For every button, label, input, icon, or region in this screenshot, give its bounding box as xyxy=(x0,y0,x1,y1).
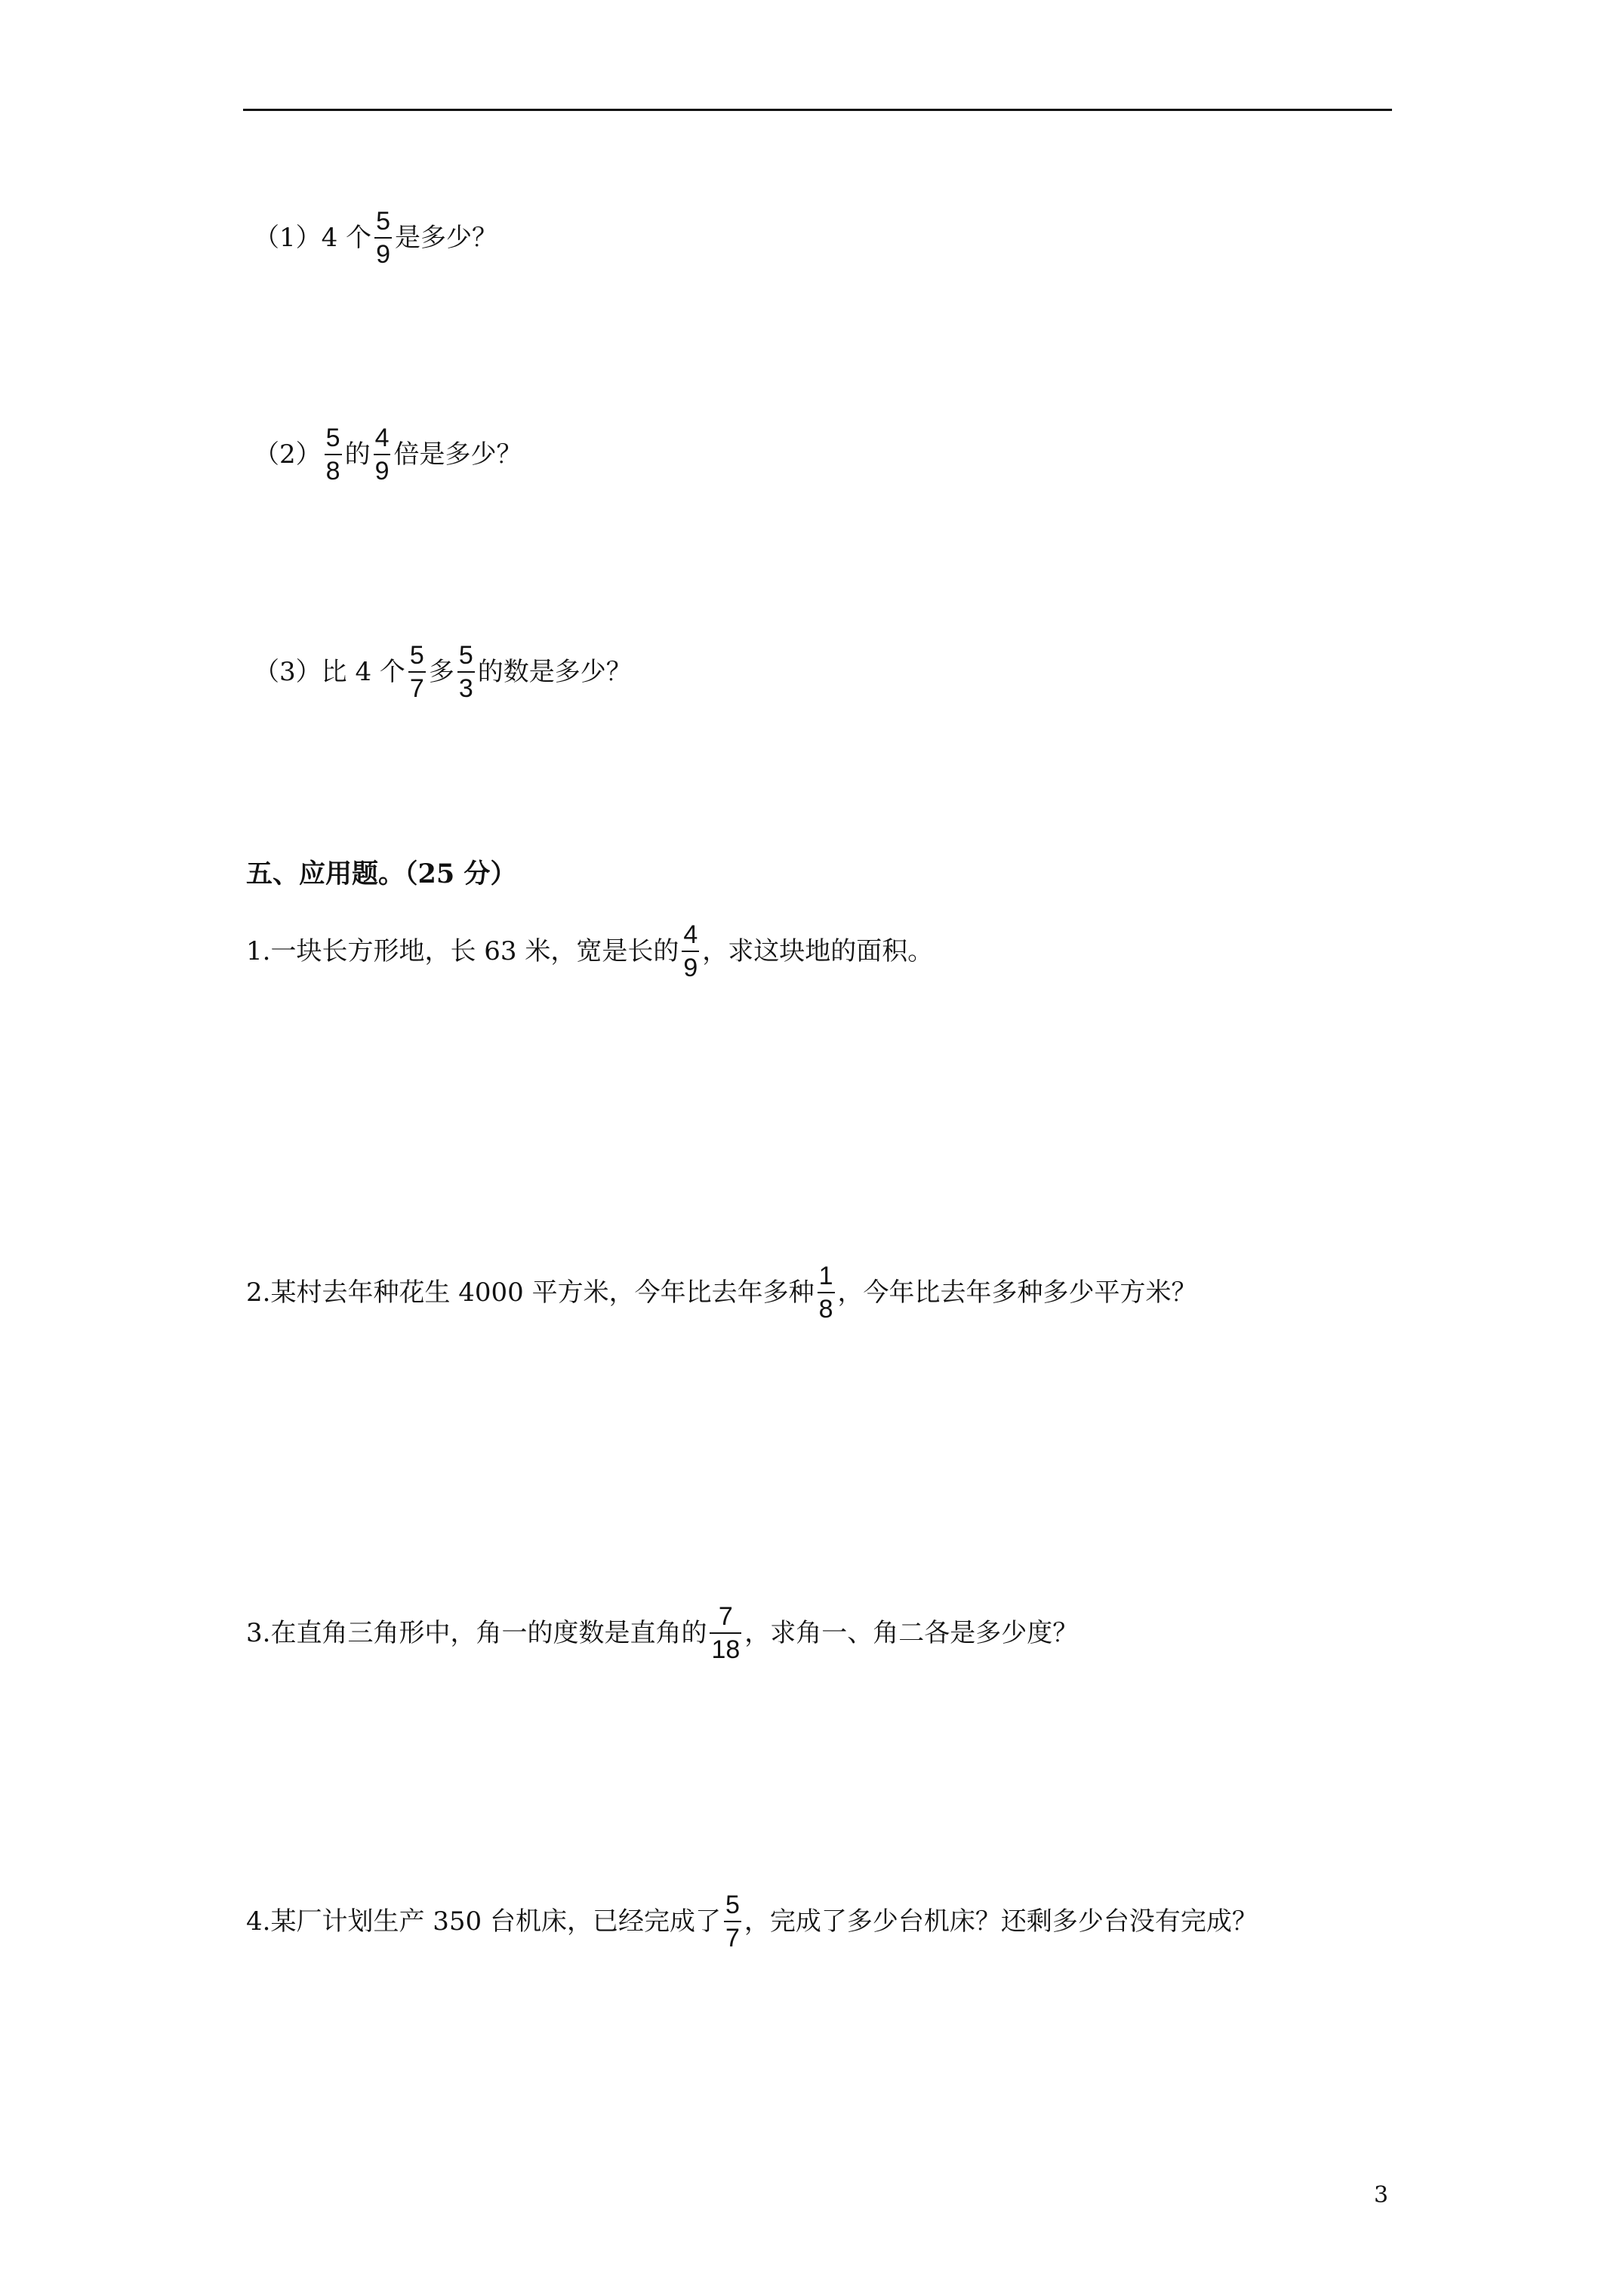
fraction-5-9 xyxy=(374,208,392,267)
application-3-prefix: 3.在直角三角形中，角一的度数是直角的 xyxy=(246,1618,707,1648)
fraction-5-7 xyxy=(724,1892,741,1951)
question-1-prefix: （1）4 个 xyxy=(254,223,372,253)
question-2 xyxy=(254,409,522,500)
question-3 xyxy=(254,627,632,717)
fraction-denominator: 7 xyxy=(725,1924,740,1952)
question-3-suffix: 的数是多少？ xyxy=(477,657,632,687)
fraction-denominator: 9 xyxy=(376,240,390,269)
fraction-1-8 xyxy=(818,1263,835,1322)
page-number: 3 xyxy=(1374,2182,1389,2208)
header-rule xyxy=(243,109,1392,111)
fraction-denominator: 9 xyxy=(374,457,390,485)
fraction-numerator: 5 xyxy=(376,207,390,236)
fraction-numerator: 5 xyxy=(458,641,473,670)
fraction-numerator: 4 xyxy=(683,920,698,949)
application-3 xyxy=(246,1588,1078,1678)
fraction-4-9 xyxy=(374,425,391,484)
application-4-prefix: 4.某厂计划生产 350 台机床，已经完成了 xyxy=(246,1906,721,1937)
application-1-suffix: ，求这块地的面积。 xyxy=(702,936,934,966)
fraction-numerator: 5 xyxy=(409,641,424,670)
application-1-prefix: 1.一块长方形地，长 63 米，宽是长的 xyxy=(246,936,679,966)
fraction-numerator: 1 xyxy=(818,1262,833,1290)
fraction-5-3 xyxy=(457,643,475,701)
section-title: 五、应用题。（25 分） xyxy=(246,858,517,889)
question-2-middle: 的 xyxy=(344,439,371,470)
application-4 xyxy=(246,1876,1258,1967)
fraction-numerator: 4 xyxy=(374,424,390,452)
fraction-denominator: 3 xyxy=(458,674,473,703)
fraction-denominator: 7 xyxy=(409,674,424,703)
application-4-suffix: ，完成了多少台机床？还剩多少台没有完成？ xyxy=(744,1906,1258,1937)
fraction-denominator: 8 xyxy=(325,457,340,485)
question-1-suffix: 是多少？ xyxy=(395,223,497,253)
application-2-prefix: 2.某村去年种花生 4000 平方米，今年比去年多种 xyxy=(246,1277,815,1308)
question-3-middle: 多 xyxy=(428,657,454,687)
fraction-denominator: 18 xyxy=(711,1635,741,1664)
question-1 xyxy=(254,193,497,283)
question-2-suffix: 倍是多少？ xyxy=(393,439,522,470)
application-2-suffix: ，今年比去年多种多少平方米？ xyxy=(837,1277,1197,1308)
fraction-4-9 xyxy=(682,922,699,981)
question-3-prefix: （3）比 4 个 xyxy=(254,657,405,687)
application-2 xyxy=(246,1247,1197,1338)
fraction-denominator: 9 xyxy=(683,954,698,982)
fraction-numerator: 5 xyxy=(725,1891,740,1919)
fraction-numerator: 7 xyxy=(718,1602,733,1631)
application-1 xyxy=(246,906,933,997)
fraction-denominator: 8 xyxy=(818,1295,833,1324)
application-3-suffix: ，求角一、角二各是多少度？ xyxy=(744,1618,1079,1648)
fraction-numerator: 5 xyxy=(325,424,340,452)
question-2-prefix: （2） xyxy=(254,439,322,470)
fraction-5-7 xyxy=(408,643,426,701)
fraction-5-8 xyxy=(325,425,342,484)
fraction-7-18 xyxy=(710,1604,741,1663)
